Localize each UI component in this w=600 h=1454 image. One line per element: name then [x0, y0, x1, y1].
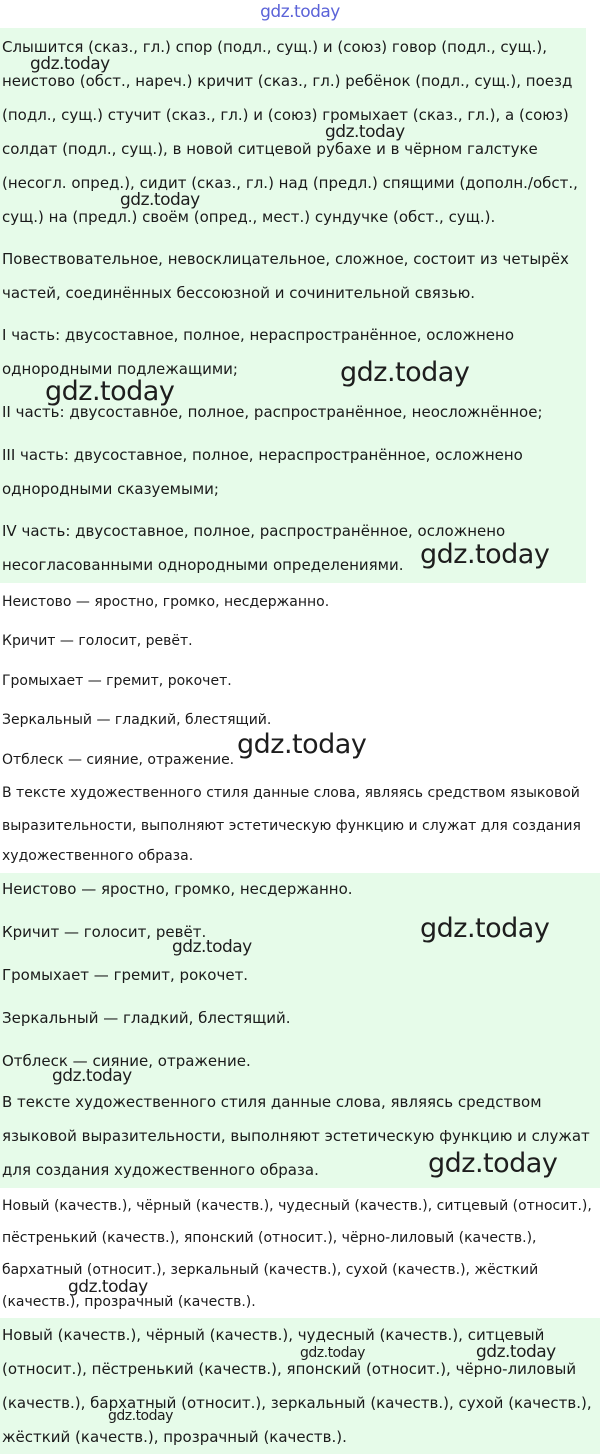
- watermark: gdz.today: [476, 1342, 556, 1362]
- watermark: gdz.today: [52, 1066, 132, 1086]
- text-line: (подл., сущ.) стучит (сказ., гл.) и (союз) громыхает (сказ., гл.), а (союз): [2, 106, 569, 124]
- text-line: Кричит — голосит, ревёт.: [2, 923, 207, 941]
- text-line: В тексте художественного стиля данные слова, являясь средством: [2, 1093, 542, 1111]
- answer-block-parsing: [0, 28, 586, 583]
- text-line: солдат (подл., сущ.), в новой ситцевой рубахе и в чёрном галстуке: [2, 140, 538, 158]
- watermark: gdz.today: [420, 913, 550, 944]
- text-line: частей, соединённых бессоюзной и сочинительной связью.: [2, 284, 476, 302]
- watermark: gdz.today: [172, 937, 252, 957]
- text-line: Отблеск — сияние, отражение.: [2, 752, 235, 768]
- text-line: IV часть: двусоставное, полное, распространённое, осложнено: [2, 522, 506, 540]
- text-line: бархатный (относит.), зеркальный (качеств.), сухой (качеств.), жёсткий: [2, 1262, 539, 1278]
- text-line: выразительности, выполняют эстетическую функцию и служат для создания: [2, 818, 581, 834]
- text-line: Новый (качеств.), чёрный (качеств.), чудесный (качеств.), ситцевый: [2, 1326, 545, 1344]
- watermark: gdz.today: [108, 1408, 173, 1424]
- text-line: художественного образа.: [2, 848, 194, 864]
- watermark: gdz.today: [237, 729, 367, 760]
- watermark: gdz.today: [420, 539, 550, 570]
- text-line: Отблеск — сияние, отражение.: [2, 1052, 251, 1070]
- text-line: языковой выразительности, выполняют эстетическую функцию и служат: [2, 1127, 590, 1145]
- text-line: (качеств.), бархатный (относит.), зеркальный (качеств.), сухой (качеств.),: [2, 1394, 592, 1412]
- watermark: gdz.today: [68, 1277, 148, 1297]
- watermark: gdz.today: [340, 357, 470, 388]
- text-line: (несогл. опред.), сидит (сказ., гл.) над (предл.) спящими (дополн./обст.,: [2, 174, 578, 192]
- text-line: однородными подлежащими;: [2, 360, 238, 378]
- text-line: несогласованными однородными определениями.: [2, 556, 404, 574]
- watermark: gdz.today: [120, 190, 200, 210]
- answer-block-synonyms: [0, 583, 600, 873]
- header-watermark: gdz.today: [260, 2, 340, 22]
- text-line: В тексте художественного стиля данные слова, являясь средством языковой: [2, 785, 580, 801]
- text-line: I часть: двусоставное, полное, нераспространённое, осложнено: [2, 326, 515, 344]
- text-line: Слышится (сказ., гл.) спор (подл., сущ.) и (союз) говор (подл., сущ.),: [2, 38, 548, 56]
- text-line: (качеств.), прозрачный (качеств.).: [2, 1294, 256, 1310]
- text-line: неистово (обст., нареч.) кричит (сказ., гл.) ребёнок (подл., сущ.), поезд: [2, 72, 573, 90]
- text-line: Громыхает — гремит, рокочет.: [2, 966, 249, 984]
- text-line: Громыхает — гремит, рокочет.: [2, 673, 232, 689]
- text-line: пёстренький (качеств.), японский (относит.), чёрно-лиловый (качеств.),: [2, 1230, 537, 1246]
- text-line: Повествовательное, невосклицательное, сложное, состоит из четырёх: [2, 250, 569, 268]
- watermark: gdz.today: [45, 376, 175, 407]
- watermark: gdz.today: [325, 122, 405, 142]
- text-line: III часть: двусоставное, полное, нераспространённое, осложнено: [2, 446, 523, 464]
- text-line: Неистово — яростно, громко, несдержанно.: [2, 594, 330, 610]
- text-line: Зеркальный — гладкий, блестящий.: [2, 712, 272, 728]
- watermark: gdz.today: [428, 1148, 558, 1179]
- answer-block-adjectives: [0, 1188, 600, 1318]
- text-line: II часть: двусоставное, полное, распространённое, неосложнённое;: [2, 403, 543, 421]
- text-line: (относит.), пёстренький (качеств.), японский (относит.), чёрно-лиловый: [2, 1360, 577, 1378]
- text-line: сущ.) на (предл.) своём (опред., мест.) сундучке (обст., сущ.).: [2, 208, 496, 226]
- text-line: Кричит — голосит, ревёт.: [2, 633, 193, 649]
- watermark: gdz.today: [300, 1345, 365, 1361]
- text-line: однородными сказуемыми;: [2, 480, 219, 498]
- answer-block-adjectives-alt: [0, 1318, 600, 1454]
- watermark: gdz.today: [30, 54, 110, 74]
- text-line: Новый (качеств.), чёрный (качеств.), чудесный (качеств.), ситцевый (относит.),: [2, 1198, 592, 1214]
- text-line: Зеркальный — гладкий, блестящий.: [2, 1009, 291, 1027]
- text-line: для создания художественного образа.: [2, 1161, 319, 1179]
- text-line: жёсткий (качеств.), прозрачный (качеств.).: [2, 1428, 347, 1446]
- text-line: Неистово — яростно, громко, несдержанно.: [2, 880, 353, 898]
